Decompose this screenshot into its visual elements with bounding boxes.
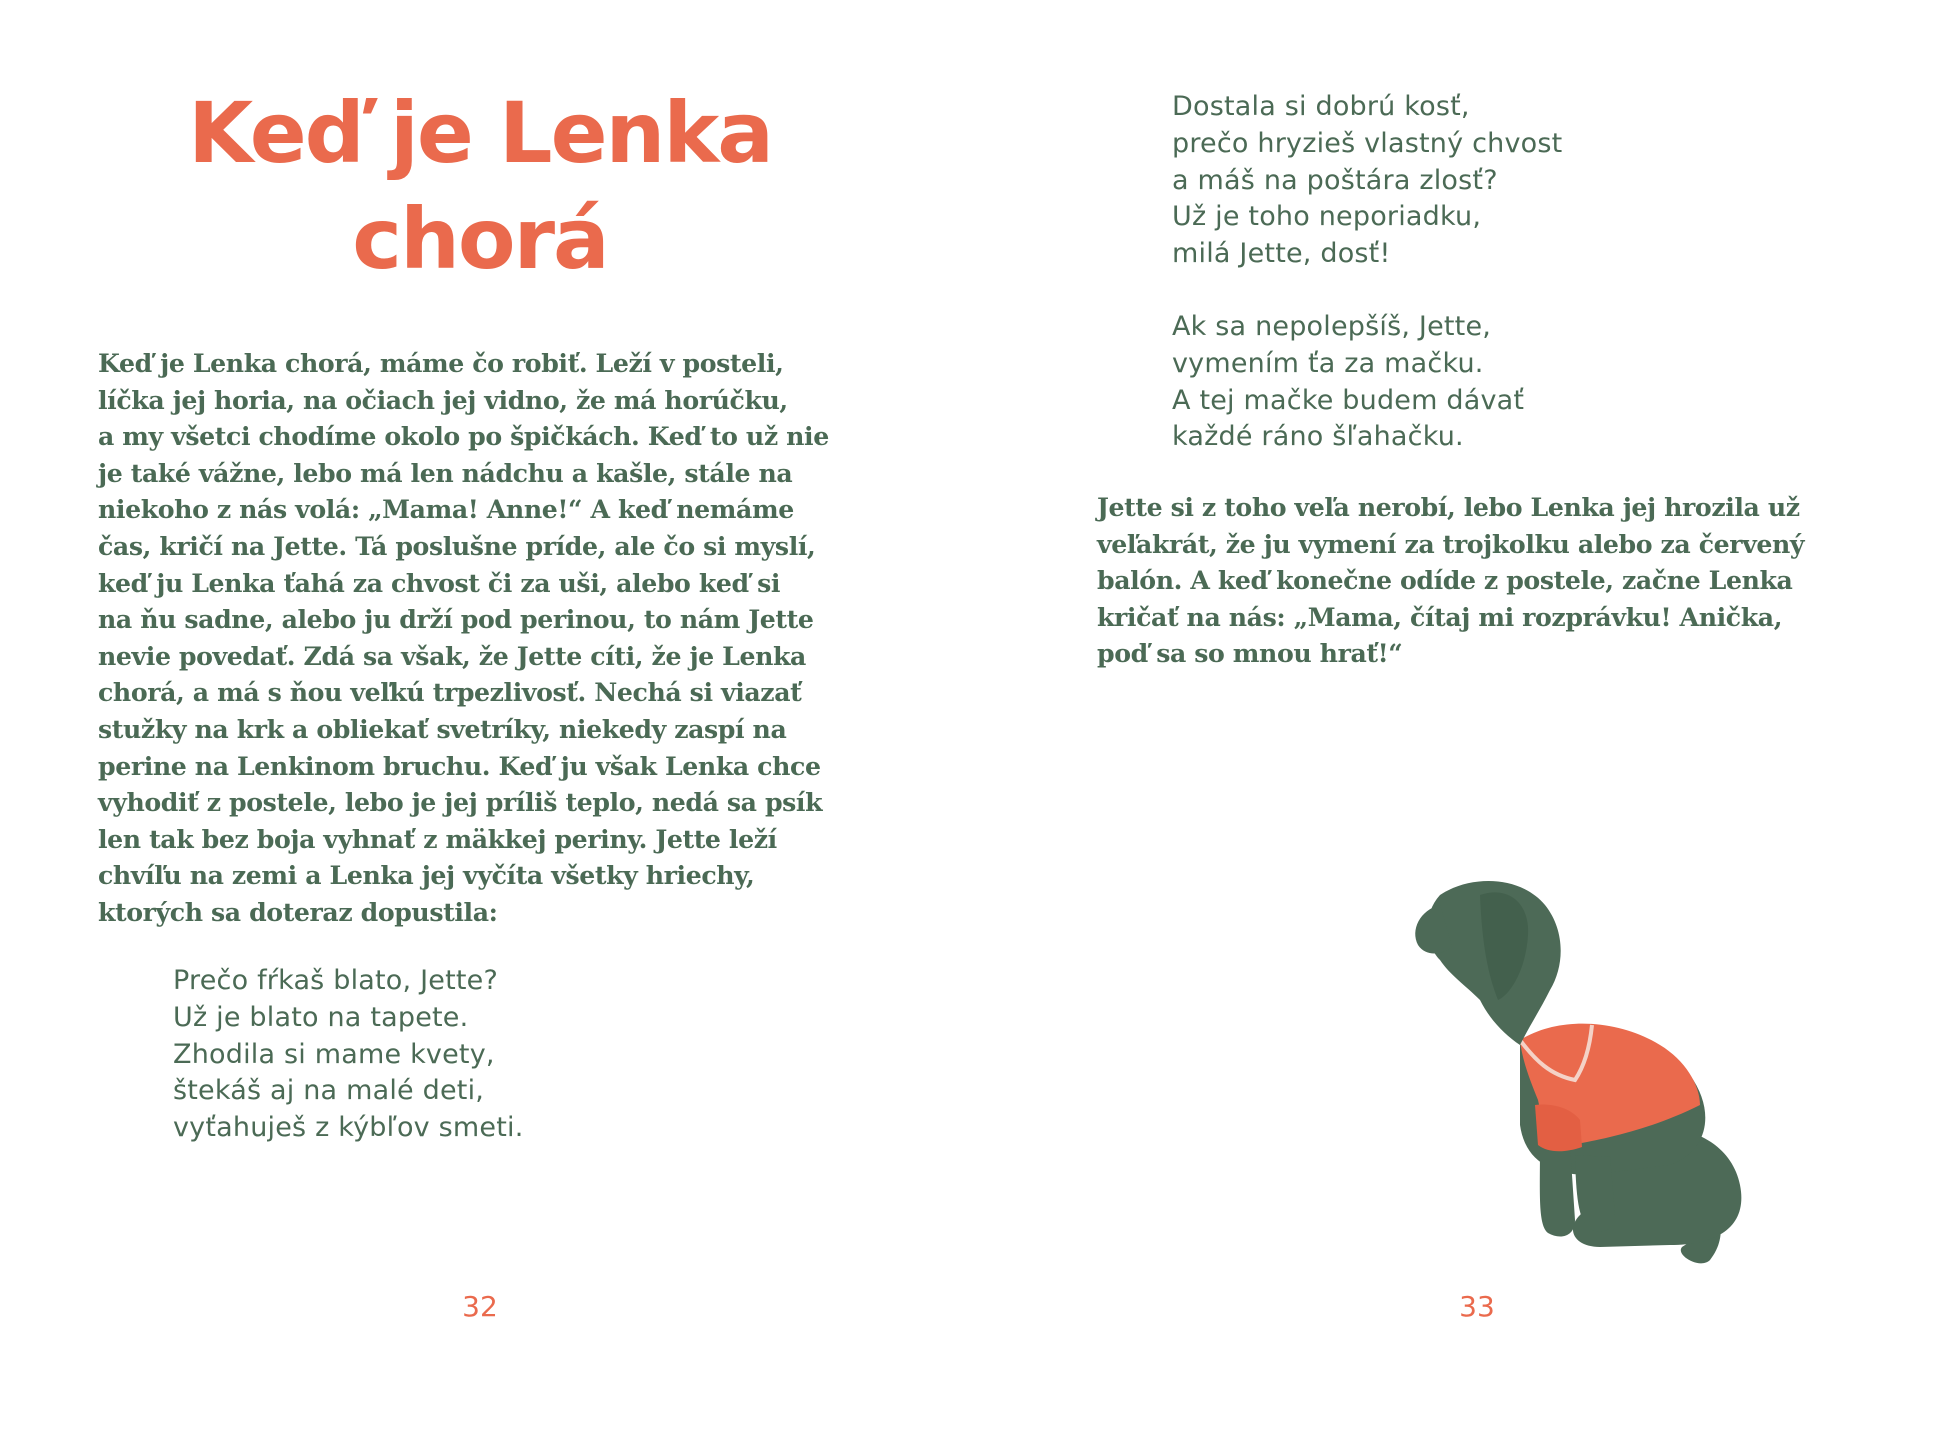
paragraph-line: len tak bez boja vyhnať z mäkkej periny. Jette leží bbox=[98, 823, 777, 854]
dog-front-leg bbox=[1540, 1145, 1575, 1237]
verse-line: vymením ťa za mačku. bbox=[1172, 347, 1484, 379]
paragraph-line: líčka jej horia, na očiach jej vidno, že má horúčku, bbox=[98, 384, 788, 415]
body-paragraph-left bbox=[98, 345, 829, 931]
verse-stanza-right-1 bbox=[1172, 89, 1562, 273]
title-line: Keď je Lenka bbox=[188, 84, 772, 182]
paragraph-line: čas, kričí na Jette. Tá poslušne príde, ale čo si myslí, bbox=[98, 530, 816, 561]
paragraph-line: keď ju Lenka ťahá za chvost či za uši, alebo keď si bbox=[98, 567, 781, 598]
title-line: chorá bbox=[352, 190, 608, 288]
page-number-left: 32 bbox=[462, 1290, 498, 1323]
paragraph-line: nevie povedať. Zdá sa však, že Jette cíti, že je Lenka bbox=[98, 640, 806, 671]
paragraph-line: vyhodiť z postele, lebo je jej príliš teplo, nedá sa psík bbox=[98, 787, 823, 818]
paragraph-line: poď sa so mnou hrať!“ bbox=[1097, 638, 1403, 669]
verse-line: Zhodila si mame kvety, bbox=[173, 1038, 495, 1070]
paragraph-line: na ňu sadne, alebo ju drží pod perinou, to nám Jette bbox=[98, 604, 814, 635]
body-paragraph-right bbox=[1097, 489, 1804, 672]
paragraph-line: ktorých sa doteraz dopustila: bbox=[98, 896, 498, 927]
verse-stanza-left bbox=[173, 963, 523, 1147]
verse-stanza-right-2 bbox=[1172, 309, 1524, 456]
paragraph-line: balón. A keď konečne odíde z postele, začne Lenka bbox=[1097, 565, 1793, 596]
verse-line: Dostala si dobrú kosť, bbox=[1172, 91, 1470, 122]
paragraph-line: chorá, a má s ňou veľkú trpezlivosť. Nechá si viazať bbox=[98, 677, 802, 708]
verse-line: štekáš aj na malé deti, bbox=[173, 1075, 485, 1107]
paragraph-line: perine na Lenkinom bruchu. Keď ju však Lenka chce bbox=[98, 750, 821, 781]
verse-line: milá Jette, dosť! bbox=[1172, 238, 1391, 270]
paragraph-line: Keď je Lenka chorá, máme čo robiť. Leží v posteli, bbox=[98, 348, 784, 378]
paragraph-line: a my všetci chodíme okolo po špičkách. Keď to už nie bbox=[98, 421, 829, 452]
verse-line: Už je toho neporiadku, bbox=[1172, 201, 1482, 233]
paragraph-line: stužky na krk a obliekať svetríky, niekedy zaspí na bbox=[98, 713, 787, 744]
paragraph-line: veľakrát, že ju vymení za trojkolku alebo za červený bbox=[1097, 528, 1805, 559]
paragraph-line: chvíľu na zemi a Lenka jej vyčíta všetky hriechy, bbox=[98, 860, 755, 891]
verse-line: A tej mačke budem dávať bbox=[1172, 384, 1525, 416]
verse-line: vyťahuješ z kýbľov smeti. bbox=[173, 1112, 524, 1144]
paragraph-line: je také vážne, lebo má len nádchu a kašle, stále na bbox=[98, 457, 793, 488]
dog-in-red-sweater-illustration bbox=[1370, 875, 1780, 1275]
paragraph-line: Jette si z toho veľa nerobí, lebo Lenka jej hrozila už bbox=[1097, 492, 1800, 522]
verse-line: a máš na poštára zlosť? bbox=[1172, 164, 1498, 196]
verse-line: Už je blato na tapete. bbox=[173, 1001, 469, 1033]
paragraph-line: niekoho z nás volá: „Mama! Anne!“ A keď nemáme bbox=[98, 494, 794, 525]
verse-line: Ak sa nepolepšíš, Jette, bbox=[1172, 311, 1492, 342]
chapter-title bbox=[160, 80, 800, 292]
paragraph-line: kričať na nás: „Mama, čítaj mi rozprávku! Anička, bbox=[1097, 601, 1783, 632]
verse-line: prečo hryzieš vlastný chvost bbox=[1172, 127, 1563, 159]
verse-line: Prečo fŕkaš blato, Jette? bbox=[173, 965, 498, 996]
page-number-right: 33 bbox=[1459, 1290, 1495, 1323]
verse-line: každé ráno šľahačku. bbox=[1172, 421, 1464, 453]
